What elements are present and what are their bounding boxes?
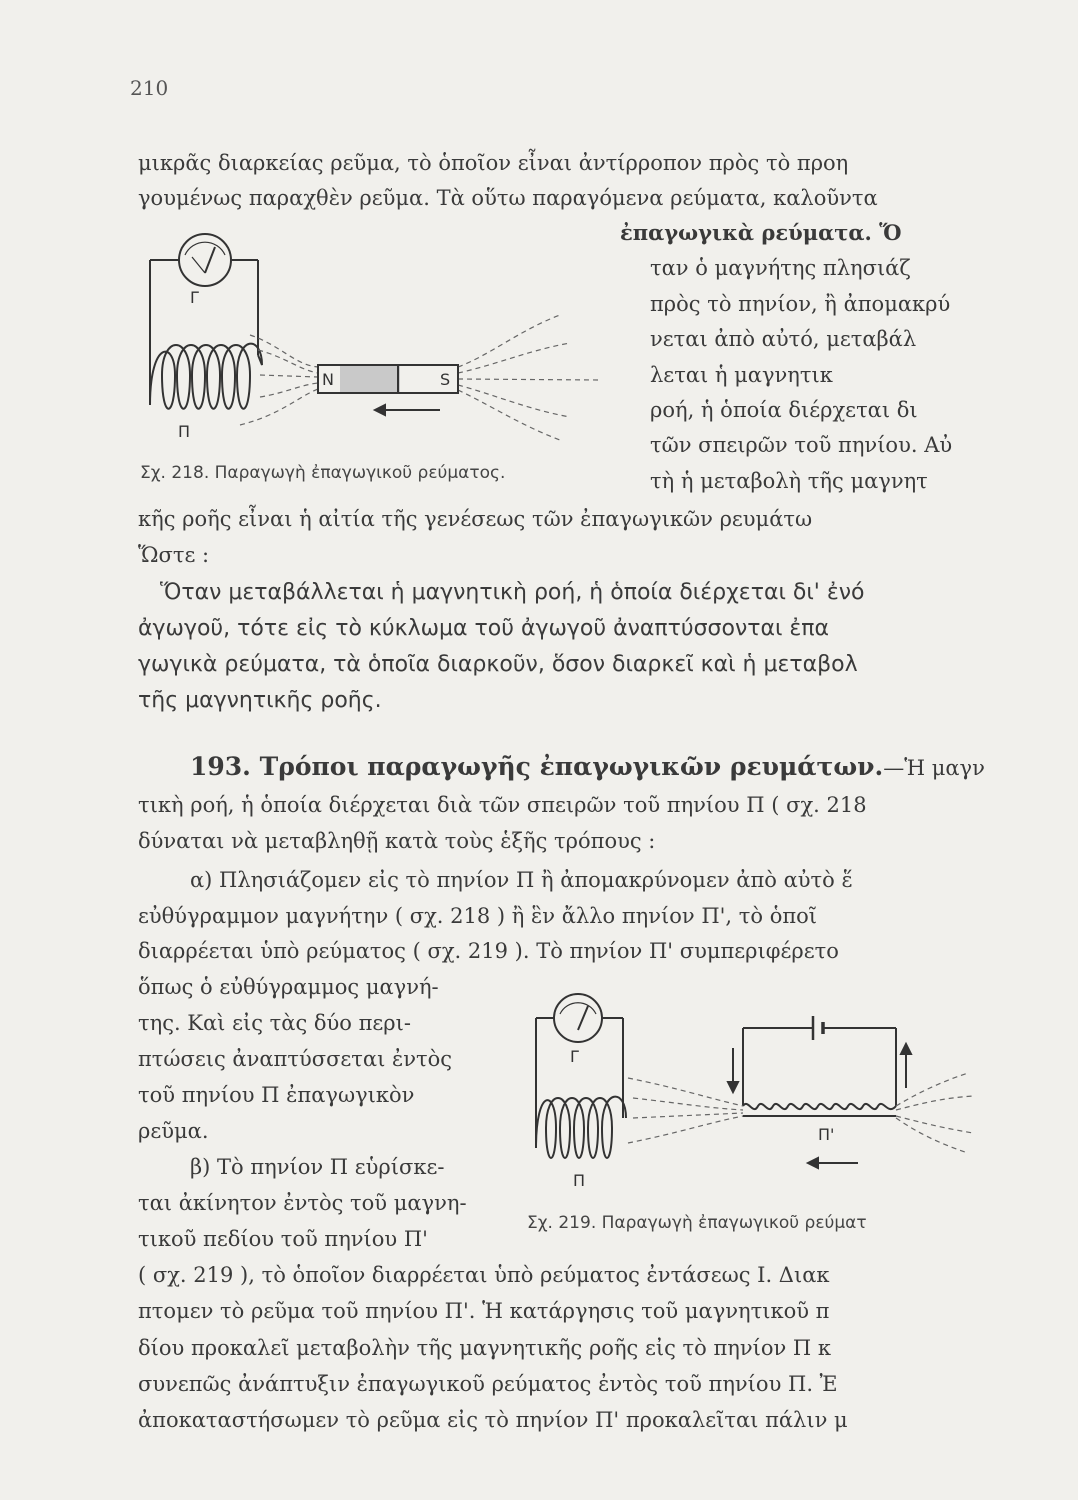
coil-label: Π (178, 422, 191, 441)
text-line: πτώσεις ἀναπτύσσεται ἐντὸς (138, 1047, 453, 1071)
rule-line: τῆς μαγνητικῆς ροῆς. (138, 688, 382, 713)
text-line: τοῦ πηνίου Π ἐπαγωγικὸν (138, 1083, 415, 1107)
text-line: δίου προκαλεῖ μεταβολὴν τῆς μαγνητικῆς ροῆς εἰς τὸ πηνίον Π κ (138, 1336, 832, 1360)
text-line: της. Καὶ εἰς τὰς δύο περι- (138, 1011, 411, 1035)
rule-line: ἀγωγοῦ, τότε εἰς τὸ κύκλωμα τοῦ ἀγωγοῦ ἀναπτύσσονται ἐπα (138, 616, 830, 641)
text-line: ρεῦμα. (138, 1119, 209, 1143)
text-line: εὐθύγραμμον μαγνήτην ( σχ. 218 ) ἢ ἓν ἄλλο πηνίον Π', τὸ ὁποῖ (138, 904, 818, 928)
text-line: συνεπῶς ἀνάπτυξιν ἐπαγωγικοῦ ρεύματος ἐντὸς τοῦ πηνίου Π. Ἐ (138, 1372, 838, 1396)
coil-pi-prime (743, 1104, 896, 1109)
text-line: ταν ὁ μαγνήτης πλησιάζ (650, 256, 911, 280)
text-line: ροή, ἡ ὁποία διέρχεται δι (650, 398, 918, 422)
text-line: τῶν σπειρῶν τοῦ πηνίου. Αὐ (650, 433, 953, 457)
coil-pi (150, 344, 262, 409)
text-line: α) Πλησιάζομεν εἰς τὸ πηνίον Π ἢ ἀπομακρύνομεν ἀπὸ αὐτὸ ἕ (190, 868, 853, 892)
figure-219-diagram (528, 988, 978, 1188)
text-line: β) Τὸ πηνίον Π εὑρίσκε- (190, 1155, 445, 1179)
text-line: τικὴ ροή, ἡ ὁποία διέρχεται διὰ τῶν σπειρῶν τοῦ πηνίου Π ( σχ. 218 (138, 793, 867, 817)
text-line: πρὸς τὸ πηνίον, ἢ ἀπομακρύ (650, 292, 951, 316)
text-line: κῆς ροῆς εἶναι ἡ αἰτία τῆς γενέσεως τῶν ἐπαγωγικῶν ρευμάτω (138, 507, 813, 531)
galvanometer-label: Γ (190, 288, 199, 307)
text-line: τικοῦ πεδίου τοῦ πηνίου Π' (138, 1227, 428, 1251)
text-line: ται ἀκίνητον ἐντὸς τοῦ μαγνη- (138, 1191, 467, 1215)
text-line: ὅπως ὁ εὐθύγραμμος μαγνή- (138, 975, 439, 999)
figure-219-caption: Σχ. 219. Παραγωγὴ ἐπαγωγικοῦ ρεύματ (527, 1213, 867, 1233)
text-line: δύναται νὰ μεταβληθῇ κατὰ τοὺς ἑξῆς τρόπους : (138, 829, 656, 853)
page-number: 210 (130, 76, 169, 100)
section-heading-tail: —Ἡ μαγν (883, 756, 985, 780)
coil-label: Π (573, 1171, 586, 1188)
text-line: γουμένως παραχθὲν ρεῦμα. Τὰ οὕτω παραγόμενα ρεύματα, καλοῦντα (138, 186, 878, 210)
text-line: τὴ ἡ μεταβολὴ τῆς μαγνητ (650, 469, 928, 493)
coil2-label: Π' (818, 1125, 835, 1144)
text-line: πτομεν τὸ ρεῦμα τοῦ πηνίου Π'. Ἡ κατάργησις τοῦ μαγνητικοῦ π (138, 1299, 830, 1323)
text-line: ( σχ. 219 ), τὸ ὁποῖον διαρρέεται ὑπὸ ρεύματος ἐντάσεως Ι. Διακ (138, 1263, 830, 1287)
text-line: ἀποκαταστήσωμεν τὸ ρεῦμα εἰς τὸ πηνίον Π' προκαλεῖται πάλιν μ (138, 1408, 848, 1432)
galvanometer-icon (554, 994, 602, 1042)
magnet-north-label: N (322, 370, 334, 389)
section-heading: 193. Τρόποι παραγωγῆς ἐπαγωγικῶν ρευμάτων. (190, 752, 884, 781)
text-line: νεται ἀπὸ αὐτό, μεταβάλ (650, 327, 917, 351)
rule-line: Ὅταν μεταβάλλεται ἡ μαγνητικὴ ροή, ἡ ὁποία διέρχεται δι' ἐνό (160, 580, 865, 605)
text-line: διαρρέεται ὑπὸ ρεύματος ( σχ. 219 ). Τὸ πηνίον Π' συμπεριφέρετο (138, 939, 839, 963)
figure-218-caption: Σχ. 218. Παραγωγὴ ἐπαγωγικοῦ ρεύματος. (140, 463, 506, 483)
text-line: λεται ἡ μαγνητικ (650, 363, 833, 387)
rule-line: γωγικὰ ρεύματα, τὰ ὁποῖα διαρκοῦν, ὅσον διαρκεῖ καὶ ἡ μεταβολ (138, 652, 858, 677)
magnet-south-label: S (440, 370, 451, 389)
coil-pi (536, 1097, 626, 1158)
text-line: ἐπαγωγικὰ ρεύματα. Ὅ (620, 220, 902, 245)
galvanometer-label: Γ (570, 1047, 579, 1066)
section-heading-line (190, 754, 985, 779)
text-line: μικρᾶς διαρκείας ρεῦμα, τὸ ὁποῖον εἶναι ἀντίρροπον πρὸς τὸ προη (138, 151, 849, 175)
figure-218-diagram (140, 225, 630, 450)
text-line: Ὥστε : (138, 543, 210, 567)
